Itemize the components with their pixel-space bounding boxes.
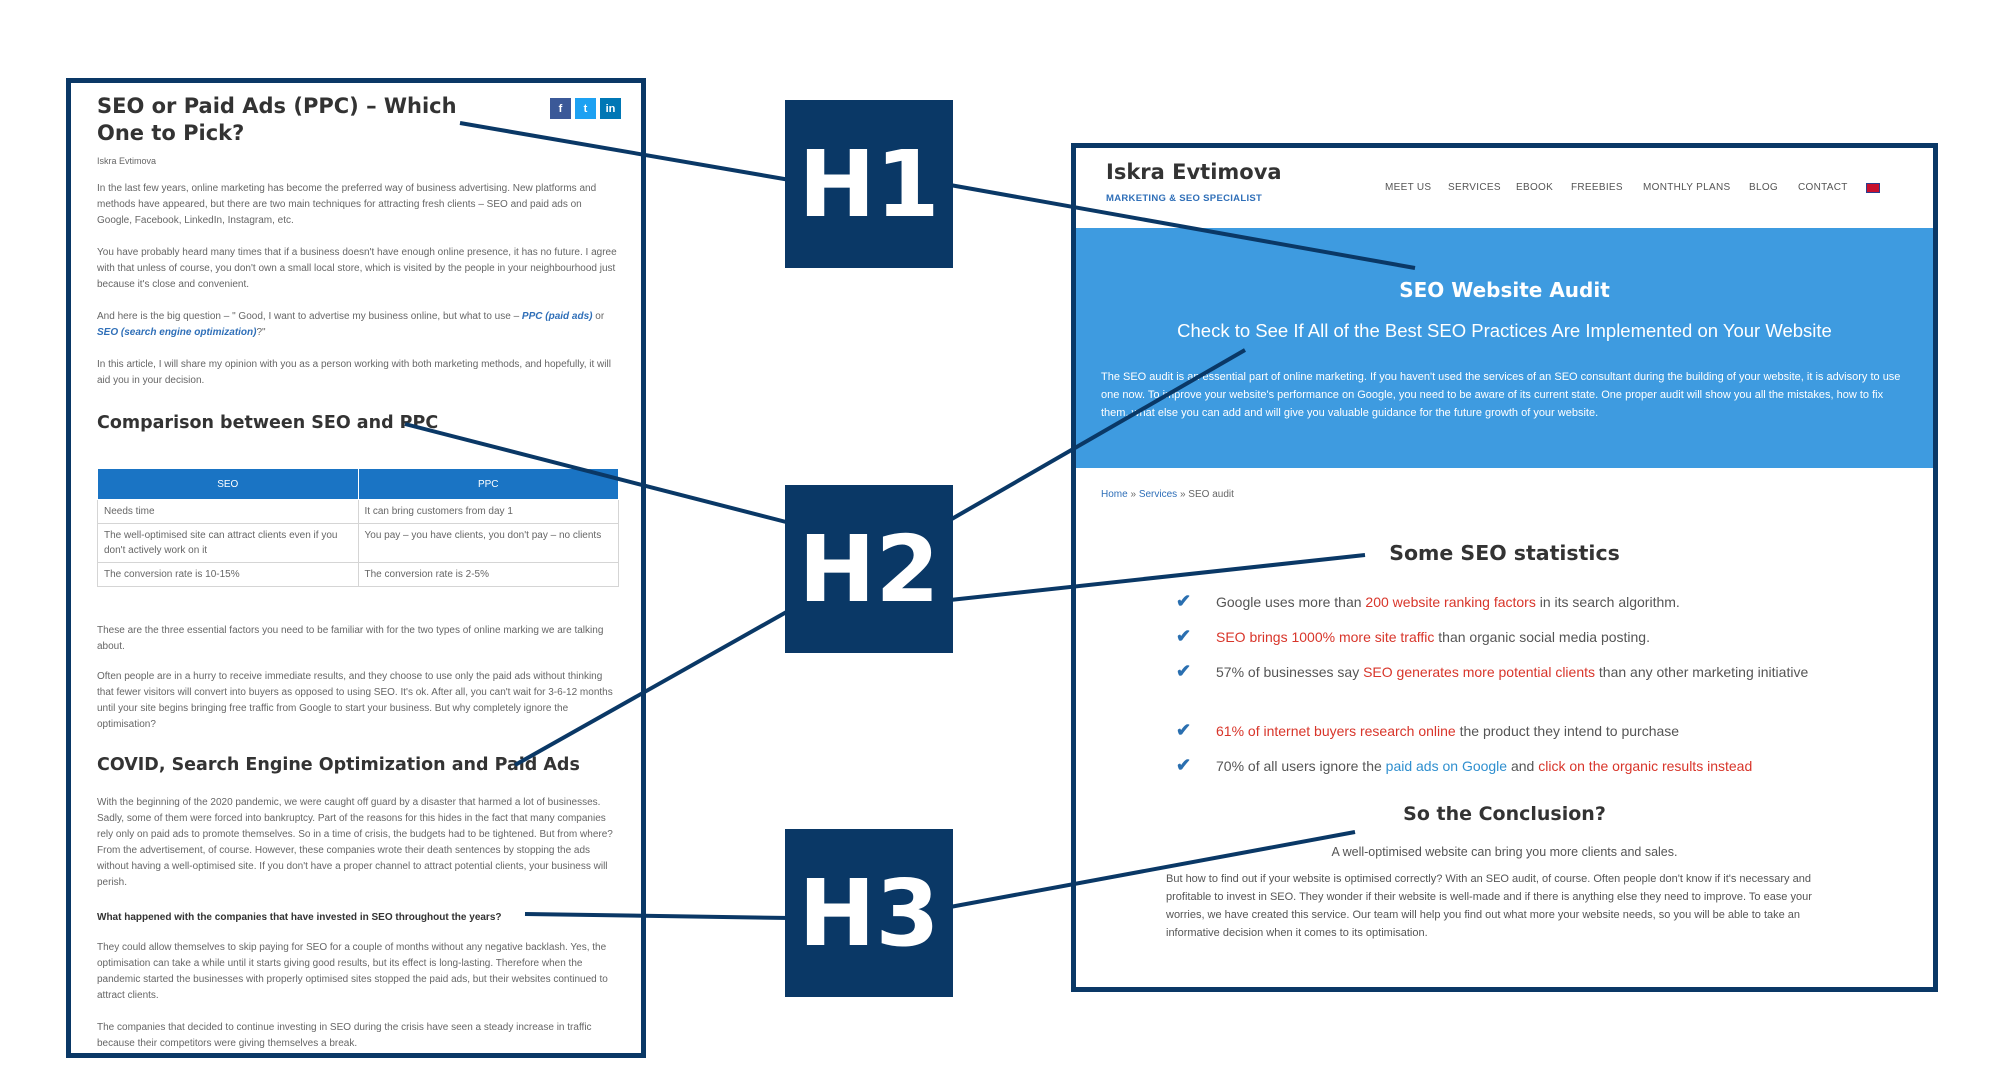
checkmark-icon: ✔	[1176, 720, 1192, 740]
table-header-ppc: PPC	[358, 469, 619, 500]
h2-line-stats	[950, 555, 1365, 600]
hero-subtitle: Check to See If All of the Best SEO Practices Are Implemented on Your Website	[1177, 320, 1832, 341]
seo-link[interactable]: SEO (search engine optimization)	[97, 327, 257, 338]
table-row: Needs time It can bring customers from day 1	[98, 500, 619, 524]
h3-line-left	[525, 914, 790, 918]
h3-line-right	[950, 832, 1355, 907]
stats-heading: Some SEO statistics	[1389, 541, 1620, 565]
conclusion-heading: So the Conclusion?	[1403, 803, 1606, 825]
stat-item: ✔ Google uses more than 200 website ranking factors in its search algorithm.	[1176, 591, 1680, 611]
article-author: Iskra Evtimova	[97, 156, 157, 166]
after-table-paragraph-1: These are the three essential factors you need to be familiar with for the two types of online marking we are talking about.	[97, 625, 604, 652]
h2-line-comparison	[405, 424, 790, 523]
table-row: The conversion rate is 10-15% The conversion rate is 2-5%	[98, 563, 619, 587]
ppc-link[interactable]: PPC (paid ads)	[521, 311, 593, 322]
stat-item: ✔ 57% of businesses say SEO generates more potential clients than any other marketing initiative	[1176, 661, 1809, 681]
h1-line-left	[460, 123, 790, 180]
breadcrumb: Home » Services » SEO audit	[1101, 489, 1234, 500]
nav-blog[interactable]: BLOG	[1749, 182, 1778, 193]
breadcrumb-services[interactable]: Services	[1138, 489, 1178, 500]
h3-label-box: H3	[785, 829, 953, 997]
stat-item: ✔ 70% of all users ignore the paid ads on Google and click on the organic results instead	[1176, 755, 1753, 775]
conclusion-lead: A well-optimised website can bring you more clients and sales.	[1331, 845, 1678, 859]
site-brand[interactable]: Iskra Evtimova	[1106, 160, 1282, 184]
intro-paragraph-2: You have probably heard many times that if a business doesn't have enough online presence, it has no future. I agree with that unless of course, you don't own a small local store, which is visited by the people in your neighbourhood just because it's close and convenient.	[97, 247, 617, 290]
nav-meet-us[interactable]: MEET US	[1385, 182, 1432, 193]
h3-paragraph: They could allow themselves to skip paying for SEO for a couple of months without any negative backlash. Yes, the optimisation can take a while until it starts giving good results, but its effect is long-lasting. Therefore when the pandemic started the businesses with properly optimised sites stopped the paid ads, but their websites continued to attract clients.	[97, 942, 608, 1001]
h2-comparison: Comparison between SEO and PPC	[97, 413, 439, 433]
nav-freebies[interactable]: FREEBIES	[1571, 182, 1623, 193]
h2-line-covid	[515, 610, 790, 765]
h1-line-right	[950, 185, 1415, 268]
intro-paragraph-4: In this article, I will share my opinion with you as a person working with both marketing methods, and hopefully, it will aid you in your decision.	[97, 359, 611, 386]
breadcrumb-home[interactable]: Home	[1101, 489, 1128, 500]
hero-text: The SEO audit is an essential part of online marketing. If you haven't used the services of an SEO consultant during the building of your website, it is advisory to use one now. To improve your website's performance on Google, you need to be aware of its current state. One proper audit will show you all the mistakes, how to fix them, what else you can add and will give you valuable guidance for the future growth of your website.	[1101, 371, 1901, 419]
stat-item: ✔ 61% of internet buyers research online the product they intend to purchase	[1176, 720, 1680, 740]
table-row: The well-optimised site can attract clients even if you don't actively work on it You pay – you have clients, you don't pay – no clients	[98, 524, 619, 563]
h1-label-box: H1	[785, 100, 953, 268]
covid-paragraph: With the beginning of the 2020 pandemic, we were caught off guard by a disaster that harmed a lot of businesses. Sadly, some of them were forced into bankruptcy. Part of the reasons for this hides in the fact that many companies rely only on paid ads to promote themselves. So in a time of crisis, the budgets had to be tightened. But from where? From the advertisement, of course. However, these companies wrote their death sentences by stopping the ads without having a well-optimised site. If you don't have a proper channel to attract potential clients, your business will perish.	[97, 797, 613, 888]
nav-services[interactable]: SERVICES	[1448, 182, 1501, 193]
table-header-seo: SEO	[98, 469, 359, 500]
twitter-share-icon[interactable]: t	[575, 98, 596, 119]
article-title: SEO or Paid Ads (PPC) – Which One to Pick?	[97, 94, 457, 145]
h3-question: What happened with the companies that have invested in SEO throughout the years?	[97, 912, 502, 923]
site-tagline: MARKETING & SEO SPECIALIST	[1106, 193, 1263, 204]
intro-paragraph-3: And here is the big question – " Good, I want to advertise my business online, but what to use – PPC (paid ads) or SEO (search engine optimization)?"	[97, 311, 605, 338]
conclusion-text: But how to find out if your website is optimised correctly? With an SEO audit, of course. Often people don't know if it's necessary and profitable to invest in SEO. They wonder if their website is well-made and if there is anything else they need to improve. To ease your worries, we have created this service. Our team will help you find out what more your website needs, so you will be able to take an informative decision when it comes to its optimisation.	[1166, 873, 1812, 939]
hero-title: SEO Website Audit	[1399, 278, 1610, 302]
linkedin-share-icon[interactable]: in	[600, 98, 621, 119]
h2-covid: COVID, Search Engine Optimization and Paid Ads	[97, 755, 580, 775]
nav-monthly-plans[interactable]: MONTHLY PLANS	[1643, 182, 1731, 193]
nav-ebook[interactable]: EBOOK	[1516, 182, 1554, 193]
closing-paragraph: The companies that decided to continue investing in SEO during the crisis have seen a steady increase in traffic because their competitors were giving themselves a break.	[97, 1022, 592, 1049]
checkmark-icon: ✔	[1176, 661, 1192, 681]
breadcrumb-current: SEO audit	[1188, 489, 1234, 500]
h2-label-box: H2	[785, 485, 953, 653]
checkmark-icon: ✔	[1176, 626, 1192, 646]
stat-item: ✔ SEO brings 1000% more site traffic than organic social media posting.	[1176, 626, 1650, 646]
checkmark-icon: ✔	[1176, 591, 1192, 611]
checkmark-icon: ✔	[1176, 755, 1192, 775]
h2-line-hero	[950, 350, 1245, 520]
intro-paragraph-1: In the last few years, online marketing has become the preferred way of business advertising. New platforms and methods have appeared, but there are two main techniques for attracting fresh clients – SEO and paid ads on Google, Facebook, LinkedIn, Instagram, etc.	[97, 183, 597, 226]
facebook-share-icon[interactable]: f	[550, 98, 571, 119]
nav-contact[interactable]: CONTACT	[1798, 182, 1848, 193]
after-table-paragraph-2: Often people are in a hurry to receive immediate results, and they choose to use only the paid ads without thinking that fewer visitors will convert into buyers as opposed to using SEO. It's ok. After all, you can't wait for 3-6-12 months until your site begins bringing free traffic from Google to start your business. But why completely ignore the optimisation?	[97, 671, 613, 730]
